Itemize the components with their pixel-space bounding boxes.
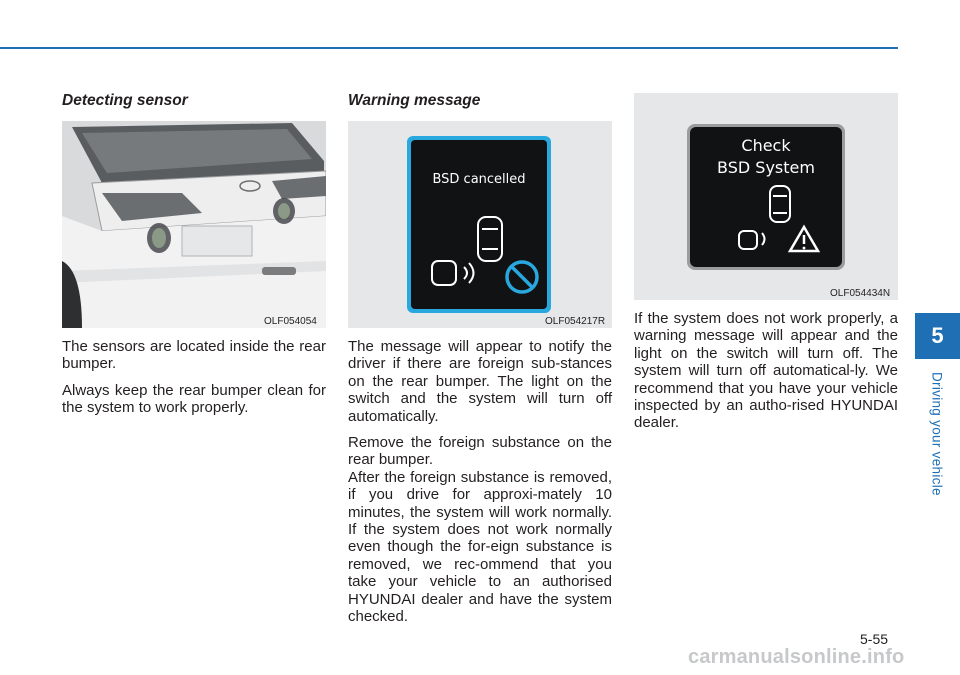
figure-code-1: OLF054054 [264, 316, 317, 327]
car-rear-illustration [62, 121, 326, 328]
paragraph: Always keep the rear bumper clean for the system to work properly. [62, 381, 326, 417]
figure-check-bsd-system [634, 93, 898, 300]
figure-code-2: OLF054217R [545, 316, 606, 327]
heading-warning-message: Warning message [348, 92, 481, 109]
top-rule [0, 47, 898, 49]
paragraph: After the foreign substance is removed, if you drive for approxi-mately 10 minutes, the system will work normally. If the system does not work normally even though the for-eign substance is removed, we rec-ommend that you take your vehicle to an authorised HYUNDAI dealer and have the system checked. [348, 468, 612, 626]
paragraph: If the system does not work properly, a warning message will appear and the light on the switch will turn off. The system will turn off automatical-ly. We recommend that you have your vehicle inspected by an autho-rised HYUNDAI dealer. [634, 310, 898, 432]
screen-line-2: BSD System [717, 158, 815, 177]
paragraph: The message will appear to notify the driver if there are foreign sub-stances on the rear bumper. The light on the switch and the system will turn off automatically. [348, 338, 612, 425]
page-number: 5-55 [860, 631, 889, 647]
figure-code-3: OLF054434N [830, 288, 891, 299]
paragraph: Remove the foreign substance on the rear bumper. [348, 434, 612, 469]
chapter-tab: 5 [915, 313, 960, 359]
cluster-display-check-bsd [634, 93, 898, 300]
heading-detecting-sensor: Detecting sensor [62, 92, 188, 109]
col1-body [62, 338, 326, 417]
screen-text: BSD cancelled [432, 172, 526, 187]
cluster-display-bsd-cancelled [348, 121, 612, 328]
paragraph: The sensors are located inside the rear bumper. [62, 338, 326, 373]
figure-rear-bumper-sensors [62, 121, 326, 328]
screen-line-1: Check [741, 136, 791, 155]
col2-body [348, 338, 612, 626]
chapter-title: Driving your vehicle [929, 372, 945, 496]
figure-bsd-cancelled [348, 121, 612, 328]
col3-body [634, 310, 898, 432]
watermark: carmanualsonline.info [688, 646, 905, 668]
